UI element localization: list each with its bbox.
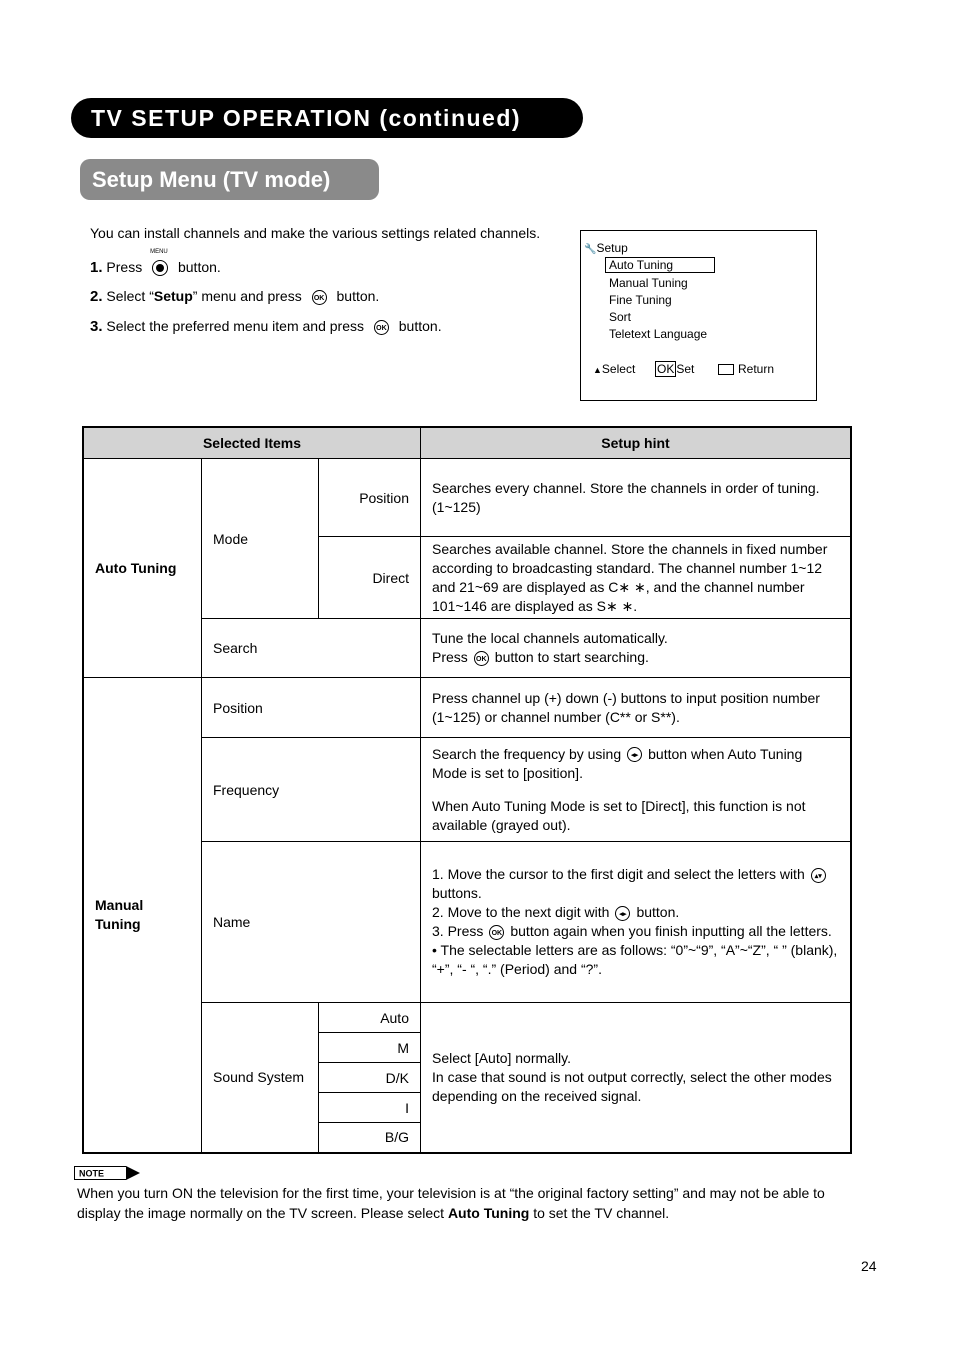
step-2: 2. Select “Setup” menu and press OK button. [90, 288, 380, 305]
ok-button-icon: OK [374, 320, 389, 335]
left-right-button-icon: ◂▸ [627, 747, 642, 762]
note-text: When you turn ON the television for the first time, your television is at “the original factory setting” and may not be able to display the image normally on the TV screen. Please select Auto Tuning to set the TV channel. [77, 1185, 825, 1221]
intro-text: You can install channels and make the various settings related channels. [90, 225, 541, 241]
up-down-button-icon: ▴▾ [811, 868, 826, 883]
osd-item-manual-tuning: Manual Tuning [609, 276, 688, 290]
hint-direct: Searches available channel. Store the channels in fixed number according to broadcasting standard. The channel number 1~12 and 21~69 are displayed as C∗ ∗, and the channel number 101~146 are displayed as S∗ ∗. [421, 537, 852, 619]
sound-option-dk: D/K [319, 1063, 421, 1093]
osd-title: 🔧Setup [584, 241, 628, 255]
left-right-button-icon: ◂▸ [615, 906, 630, 921]
item-name: Name [202, 842, 421, 1003]
item-auto-tuning: Auto Tuning [83, 459, 202, 678]
osd-footer-select: ▲Select [593, 362, 636, 376]
osd-item-sort: Sort [609, 310, 632, 324]
hint-name: 1. Move the cursor to the first digit and select the letters with ▴▾buttons. 2. Move to the next digit with ◂▸ button. 3. Press OK button again when you finish inputting all the letters. • The selectable letters are as follows: “0”~“9”, “A”~“Z”, “ ” (blank), “+”, “- “, “.” (Period) and “?”. [421, 842, 852, 1003]
ok-button-icon: OK [489, 925, 504, 940]
item-sound-system: Sound System [202, 1003, 319, 1153]
up-down-arrow-icon: ▲ [593, 365, 602, 375]
sound-option-bg: B/G [319, 1123, 421, 1153]
ok-button-icon: OK [312, 290, 327, 305]
osd-item-teletext-language: Teletext Language [609, 327, 708, 341]
osd-item-auto-tuning: Auto Tuning [605, 257, 715, 273]
item-mode-direct: Direct [319, 537, 421, 619]
hint-frequency: Search the frequency by using ◂▸ button when Auto Tuning Mode is set to [position]. When Auto Tuning Mode is set to [Direct], this function is not available (grayed out). [421, 738, 852, 842]
header-setup-hint: Setup hint [421, 427, 852, 459]
step-1: 1. Press MENU button. [90, 249, 221, 276]
item-manual-position: Position [202, 678, 421, 738]
step-3: 3. Select the preferred menu item and press OK button. [90, 318, 442, 335]
sound-option-m: M [319, 1033, 421, 1063]
ok-button-icon: OK [474, 651, 489, 666]
hint-sound-system: Select [Auto] normally. In case that sound is not output correctly, select the other modes depending on the received signal. [421, 1003, 852, 1153]
note-label-icon [74, 1166, 140, 1180]
item-search: Search [202, 619, 421, 678]
osd-footer-set: OK Set [657, 362, 695, 376]
osd-footer-return: Return [718, 362, 774, 376]
item-manual-tuning: Manual Tuning [83, 678, 202, 1153]
section-title-banner: Setup Menu (TV mode) [80, 159, 379, 200]
table-row [83, 678, 851, 738]
page-number: 24 [861, 1258, 877, 1274]
hint-position: Searches every channel. Store the channels in order of tuning.(1~125) [421, 459, 852, 537]
osd-item-fine-tuning: Fine Tuning [609, 293, 672, 307]
ok-key-box: OK [657, 362, 675, 376]
settings-table [82, 426, 852, 1154]
item-mode: Mode [202, 459, 319, 619]
svg-text:NOTE: NOTE [79, 1168, 105, 1179]
hint-manual-position: Press channel up (+) down (-) buttons to input position number (1~125) or channel number (C** or S**). [421, 678, 852, 738]
item-frequency: Frequency [202, 738, 421, 842]
table-row [83, 459, 851, 537]
page-title-banner: TV SETUP OPERATION (continued) [71, 98, 583, 138]
item-mode-position: Position [319, 459, 421, 537]
header-selected-items: Selected Items [83, 427, 421, 459]
return-icon [718, 364, 734, 375]
hint-search: Tune the local channels automatically. Press OK button to start searching. [421, 619, 852, 678]
wrench-icon: 🔧 [584, 244, 597, 255]
sound-option-i: I [319, 1093, 421, 1123]
menu-button-icon: MENU [152, 260, 168, 276]
setup-menu-osd [580, 230, 817, 401]
table-header-row [83, 427, 851, 459]
sound-option-auto: Auto [319, 1003, 421, 1033]
